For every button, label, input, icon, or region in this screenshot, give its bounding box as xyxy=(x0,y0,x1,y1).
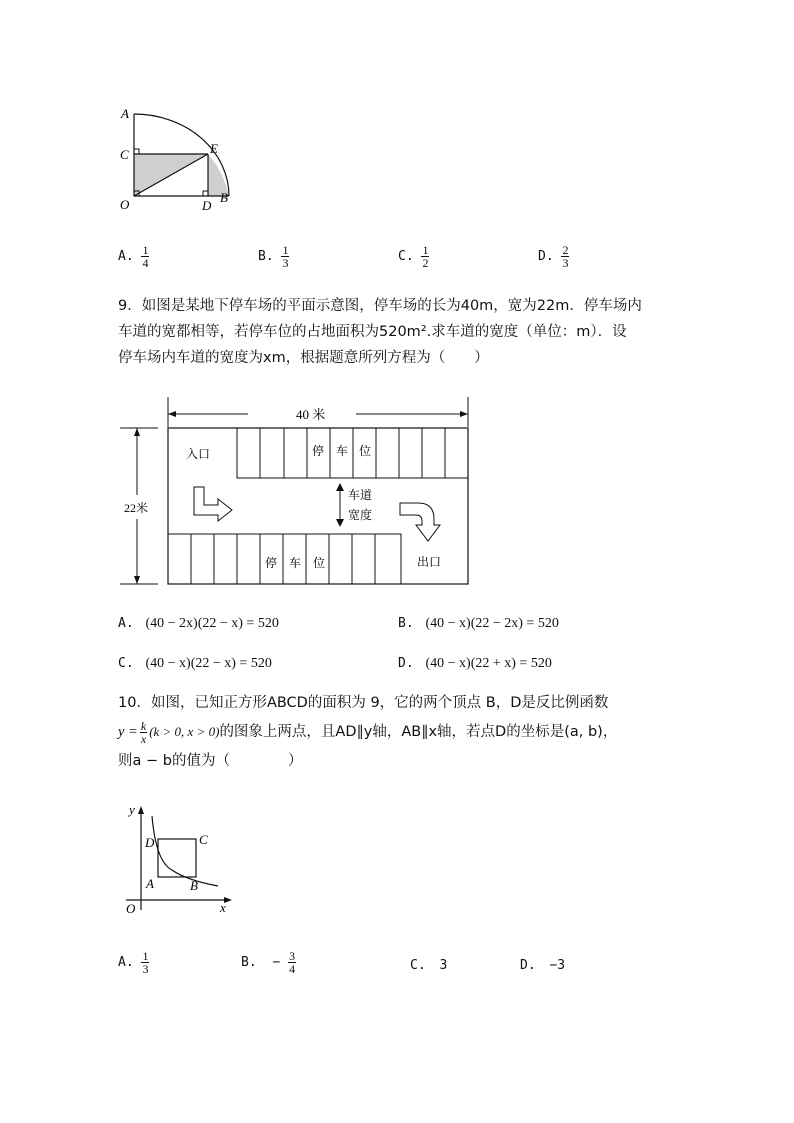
q10-option-c[interactable]: C. 3 xyxy=(410,958,448,973)
q10-option-b[interactable]: B. − $\frac{3}{4}$ xyxy=(241,949,296,976)
label-E: E xyxy=(210,141,218,156)
origin-label: O xyxy=(126,901,136,916)
entrance-arrow-icon xyxy=(194,487,232,521)
exit-arrow-icon xyxy=(400,503,440,541)
q8-option-d[interactable]: D. $\frac{2}{3}$ xyxy=(538,243,569,270)
axis-x-label: x xyxy=(220,900,226,915)
axis-y-label: y xyxy=(129,802,135,817)
q8-option-c[interactable]: C. $\frac{1}{2}$ xyxy=(398,243,429,270)
k-over-x: $\frac{k}{x}$ xyxy=(140,718,147,746)
q9-option-d[interactable]: D. (40 − x)(22 + x) = 520 xyxy=(398,656,552,671)
bottom-spot-label-3: 位 xyxy=(313,556,326,570)
width-label: 22米 xyxy=(124,501,149,515)
hyperbola-curve xyxy=(152,816,218,886)
label-B: B xyxy=(220,190,228,205)
top-spot-label-3: 位 xyxy=(359,444,372,458)
q9-stem xyxy=(118,293,688,371)
q8-option-a[interactable]: A. $\frac{1}{4}$ xyxy=(118,243,149,270)
label-C: C xyxy=(120,147,129,162)
exit-label: 出口 xyxy=(417,555,442,569)
point-D-label: D xyxy=(145,835,155,850)
bottom-parking-row xyxy=(168,534,401,584)
top-spot-label-2: 车 xyxy=(336,444,349,458)
label-D: D xyxy=(202,198,212,213)
q10-line2: y = $\frac{k}{x}$ (k > 0, x > 0) 的图象上两点，且AD∥y轴，AB∥x轴，若点D的坐标是(a, b)， xyxy=(118,718,618,746)
label-O: O xyxy=(120,197,130,212)
entrance-label: 入口 xyxy=(186,447,211,461)
q9-option-b[interactable]: B. (40 − x)(22 − 2x) = 520 xyxy=(398,616,559,631)
q9-line3: 停车场内车道的宽度为xm，根据题意所列方程为（ ） xyxy=(118,350,489,366)
lane-label-2: 宽度 xyxy=(348,508,373,522)
q10-line1: 10．如图，已知正方形ABCD的面积为 9，它的两个顶点 B，D是反比例函数 xyxy=(118,695,609,711)
q9-line1: 9．如图是某地下停车场的平面示意图，停车场的长为40m，宽为22m．停车场内 xyxy=(118,298,642,314)
quarter-circle-figure xyxy=(112,100,242,215)
q9-option-c[interactable]: C. (40 − x)(22 − x) = 520 xyxy=(118,656,272,671)
q9-option-a[interactable]: A. (40 − 2x)(22 − x) = 520 xyxy=(118,616,279,631)
top-spot-label-1: 停 xyxy=(312,444,325,458)
q10-stem xyxy=(118,690,698,774)
q10-line3: 则a − b的值为（ ） xyxy=(118,753,303,769)
label-A: A xyxy=(121,106,129,121)
bottom-spot-label-1: 停 xyxy=(265,556,278,570)
point-A-label: A xyxy=(146,876,154,891)
point-C-label: C xyxy=(199,832,208,847)
parking-lot-figure xyxy=(118,395,478,590)
lane-label-1: 车道 xyxy=(348,488,373,502)
q8-option-b[interactable]: B. $\frac{1}{3}$ xyxy=(258,243,289,270)
q9-line2: 车道的宽都相等，若停车位的占地面积为520m².求车道的宽度（单位：m）．设 xyxy=(118,324,627,340)
length-label: 40 米 xyxy=(296,407,326,422)
inverse-function-figure xyxy=(118,800,238,918)
square-abcd xyxy=(158,839,196,877)
point-B-label: B xyxy=(190,878,198,893)
top-parking-row xyxy=(237,428,468,478)
bottom-spot-label-2: 车 xyxy=(289,556,302,570)
q10-option-d[interactable]: D. −3 xyxy=(520,958,566,973)
q10-option-a[interactable]: A. $\frac{1}{3}$ xyxy=(118,949,149,976)
